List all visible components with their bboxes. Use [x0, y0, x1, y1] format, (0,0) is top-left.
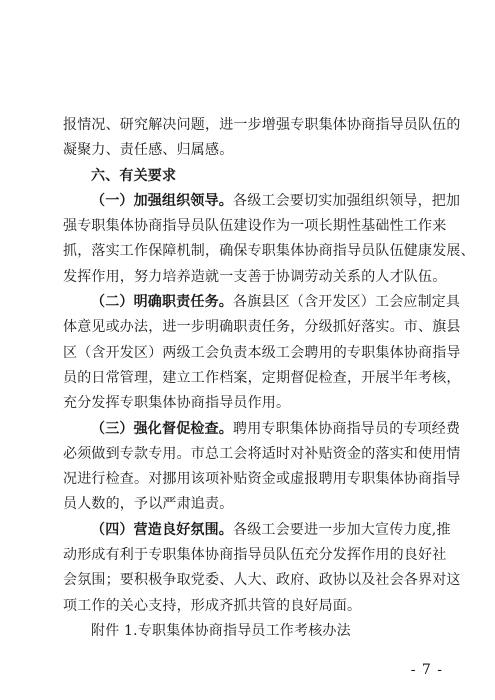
item-1-first-line — [63, 189, 461, 214]
item-2-first-rest: 各旗县区（含开发区）工会应制定具 — [233, 294, 461, 311]
item-1-line: 抓，落实工作保障机制，确保专职集体协商指导员队伍健康发展、 — [63, 243, 475, 260]
item-4-title: （四）营造良好氛围。 — [91, 521, 233, 538]
item-1-title: （一）加强组织领导。 — [91, 192, 233, 209]
item-3-line: 况进行检查。对挪用该项补贴资金或虚报聘用专职集体协商指导 — [63, 471, 461, 488]
item-2-title: （二）明确职责任务。 — [91, 294, 233, 311]
item-4-first-rest: 各级工会要进一步加大宣传力度,推 — [233, 521, 451, 538]
item-2-line: 体意见或办法，进一步明确职责任务，分级抓好落实。市、旗县 — [63, 319, 461, 336]
intro-line-1: 报情况、研究解决问题，进一步增强专职集体协商指导员队伍的 — [63, 117, 461, 133]
item-2-line: 员的日常管理，建立工作档案，定期督促检查，开展半年考核， — [63, 369, 461, 386]
document-body — [63, 113, 475, 644]
item-1-line: 发挥作用，努力培养造就一支善于协调劳动关系的人才队伍。 — [63, 268, 447, 285]
item-2-line: 区（含开发区）两级工会负责本级工会聘用的专职集体协商指导 — [63, 344, 461, 361]
item-3-title: （三）强化督促检查。 — [91, 420, 233, 437]
item-4-line: 项工作的关心支持，形成齐抓共管的良好局面。 — [63, 597, 362, 614]
item-3-line: 员人数的，予以严肃追责。 — [63, 496, 234, 513]
section-heading: 六、有关要求 — [91, 167, 177, 184]
item-1-first-rest: 各级工会要切实加强组织领导，把加 — [233, 192, 461, 209]
item-1-line: 强专职集体协商指导员队伍建设作为一项长期性基础性工作来 — [63, 218, 447, 235]
intro-line-2: 凝聚力、责任感、归属感。 — [63, 142, 234, 159]
item-2-line: 充分发挥专职集体协商指导员作用。 — [63, 395, 291, 412]
page-number: - 7 - — [410, 662, 443, 678]
item-4-line: 动形成有利于专职集体协商指导员队伍充分发挥作用的良好社 — [63, 547, 447, 564]
item-3-first-line — [63, 417, 461, 442]
attachment-link: 附件 1.专职集体协商指导员工作考核办法 — [91, 622, 351, 639]
item-2-first-line — [63, 290, 461, 315]
item-3-first-rest: 聘用专职集体协商指导员的专项经费 — [233, 420, 461, 437]
item-4-first-line — [63, 518, 451, 543]
item-3-line: 必须做到专款专用。市总工会将适时对补贴资金的落实和使用情 — [63, 445, 461, 462]
item-4-line: 会氛围；要积极争取党委、人大、政府、政协以及社会各界对这 — [63, 572, 461, 589]
